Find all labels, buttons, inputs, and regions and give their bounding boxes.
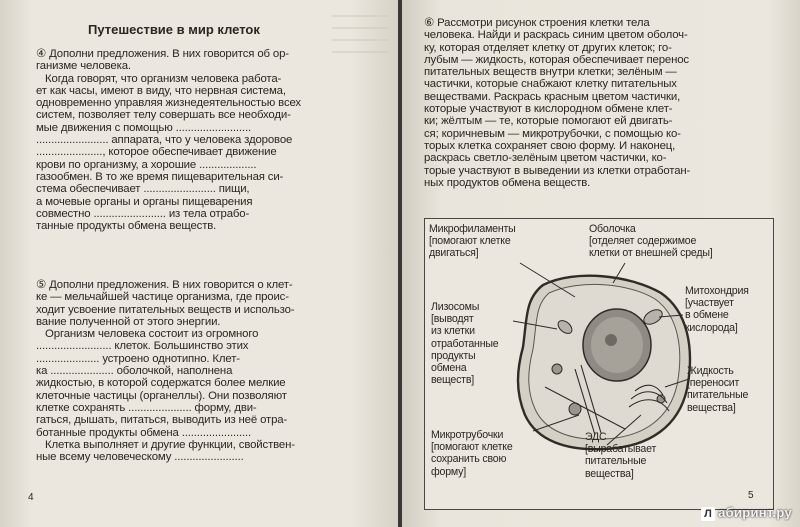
text-line: газообмен. В то же время пищеварительная си- xyxy=(36,170,284,183)
label-line: [помогают клетке xyxy=(429,235,511,248)
text-line: жидкостью, в которой содержатся более мелкие xyxy=(36,377,286,390)
text-line: Клетка выполняет и другие функции, свойствен- xyxy=(36,438,295,451)
text-line: систем, позволяет телу совершать все необходи- xyxy=(36,109,291,122)
label-line: Лизосомы xyxy=(431,301,480,313)
task-5-text xyxy=(36,279,295,463)
text-line: гаться, дышать, питаться, выводить из неё отра- xyxy=(36,414,288,427)
text-line: торых клетка сохраняет свою форму. И наконец, xyxy=(424,139,676,152)
text-line: ......................, которое обеспечивает движение xyxy=(36,146,277,159)
label-line: вещества] xyxy=(687,401,736,414)
label-line: кислорода] xyxy=(685,321,738,334)
label-line: Микротрубочки xyxy=(431,429,504,441)
watermark-logo xyxy=(701,505,792,521)
page-number: 4 xyxy=(28,492,34,503)
label-line: продукты xyxy=(431,349,476,362)
labyrinth-mark: Л xyxy=(701,507,715,521)
right-page xyxy=(402,0,800,527)
text-line: ходит усвоение питательных веществ и использо- xyxy=(36,303,295,316)
text-line: одновременно управляя жизнедеятельностью всех xyxy=(36,97,301,110)
text-line: мые движения с помощью ......................... xyxy=(36,121,251,134)
text-line: ④ Дополни предложения. В них говорится об ор- xyxy=(36,48,289,60)
text-line: стема обеспечивает ........................ пищи, xyxy=(36,183,250,196)
text-line: ки; жёлтым — те, которые помогают ей двигать- xyxy=(424,115,673,128)
text-line: танные продукты обмена веществ. xyxy=(36,220,217,233)
nucleus-inner xyxy=(591,317,643,373)
label-line: ЭДС xyxy=(585,431,607,443)
text-line: раскрась светло-зелёным цветом частички, ко- xyxy=(424,152,667,165)
label-line: веществ] xyxy=(431,374,475,387)
text-line: клетке сохранять ..................... форму, дви- xyxy=(36,401,257,414)
label-mitochondria xyxy=(685,285,749,334)
label-line: [помогают клетке xyxy=(431,441,513,454)
label-line: [переносит xyxy=(687,377,740,390)
label-line: Микрофиламенты xyxy=(429,223,516,235)
task-6-text xyxy=(424,17,690,189)
text-line: а мочевые органы и органы пищеварения xyxy=(36,195,253,208)
label-lysosomes xyxy=(431,301,498,386)
label-line: из клетки xyxy=(431,325,475,338)
label-line: Митохондрия xyxy=(685,285,749,297)
text-line: питательных веществ внутри клетки; зелёным — xyxy=(424,66,677,79)
text-line: ⑥ Рассмотри рисунок строения клетки тела xyxy=(424,17,650,29)
text-line: совместно ........................ из тела отрабо- xyxy=(36,207,250,220)
text-line: крови по организму, а хорошие ................... xyxy=(36,158,257,171)
text-line: лубым — жидкость, которая обеспечивает перенос xyxy=(424,53,689,66)
label-line: Жидкость xyxy=(687,365,734,377)
text-line: ..................... устроено однотипно. Клет- xyxy=(36,352,240,365)
text-line: которые участвуют в кислородном обмене клет- xyxy=(424,103,673,116)
label-line: отработанные xyxy=(431,337,499,350)
label-line: форму] xyxy=(431,465,466,478)
text-line: ботанные продукты обмена ....................... xyxy=(36,426,252,439)
label-line: Оболочка xyxy=(589,223,636,235)
text-line: Организм человека состоит из огромного xyxy=(36,328,259,341)
text-line: ........................ аппарата, что у человека здоровое xyxy=(36,134,293,147)
page-title: Путешествие в мир клеток xyxy=(88,22,260,37)
text-line: частички, которые снабжают клетку питательных xyxy=(424,78,677,91)
text-line: ке — мельчайшей частице организма, где проис- xyxy=(36,291,289,304)
label-microtubules xyxy=(431,429,513,478)
left-page xyxy=(0,0,398,527)
text-line: торые участвуют в выведении из клетки отработан- xyxy=(424,164,691,177)
task-4-text xyxy=(36,48,301,232)
text-line: ⑤ Дополни предложения. В них говорится о клет- xyxy=(36,279,293,291)
text-line: ......................... клеток. Большинство этих xyxy=(36,340,249,353)
text-line: вание полученной от этого энергии. xyxy=(36,315,221,328)
label-er xyxy=(585,431,656,480)
lysosome xyxy=(552,364,562,374)
text-line: веществами. Раскрась красным цветом частички, xyxy=(424,90,681,103)
watermark-text: абиринт.ру xyxy=(718,505,792,520)
label-line: [участвует xyxy=(685,297,734,310)
text-line: ку, которая отделяет клетку от других клеток; го- xyxy=(424,41,672,54)
text-line: Когда говорят, что организм человека работа- xyxy=(36,72,282,85)
label-line: питательные xyxy=(585,455,647,468)
label-line: двигаться] xyxy=(429,247,479,260)
text-line: клеточные частицы (органеллы). Они позволяют xyxy=(36,389,287,402)
cell-diagram xyxy=(424,218,774,510)
label-line: сохранить свою xyxy=(431,453,507,466)
label-microfilaments xyxy=(429,223,516,260)
page-number: 5 xyxy=(748,490,754,501)
label-fluid xyxy=(687,365,748,414)
label-line: в обмене xyxy=(685,309,729,322)
text-line: ных продуктов обмена веществ. xyxy=(424,176,591,189)
bleed-through-lines xyxy=(292,12,392,212)
label-line: обмена xyxy=(431,362,467,375)
label-membrane xyxy=(589,223,713,260)
text-line: ся; коричневым — микротрубочки, с помощью ко- xyxy=(424,127,681,140)
label-line: [отделяет содержимое xyxy=(589,235,697,248)
label-line: питательные xyxy=(687,389,749,402)
label-line: [выводят xyxy=(431,313,474,326)
label-line: клетки от внешней среды] xyxy=(589,247,713,260)
nucleolus xyxy=(605,334,617,346)
text-line: ет как часы, имеют в виду, что нервная система, xyxy=(36,84,286,97)
label-line: вещества] xyxy=(585,467,634,480)
text-line: человека. Найди и раскрась синим цветом оболоч- xyxy=(424,29,688,42)
text-line: ные всему человеческому ....................... xyxy=(36,451,244,464)
text-line: ганизме человека. xyxy=(36,60,131,73)
label-line: [вырабатывает xyxy=(585,443,657,456)
text-line: ка ..................... оболочкой, наполнена xyxy=(36,365,233,378)
bleed-through-text xyxy=(292,12,392,216)
